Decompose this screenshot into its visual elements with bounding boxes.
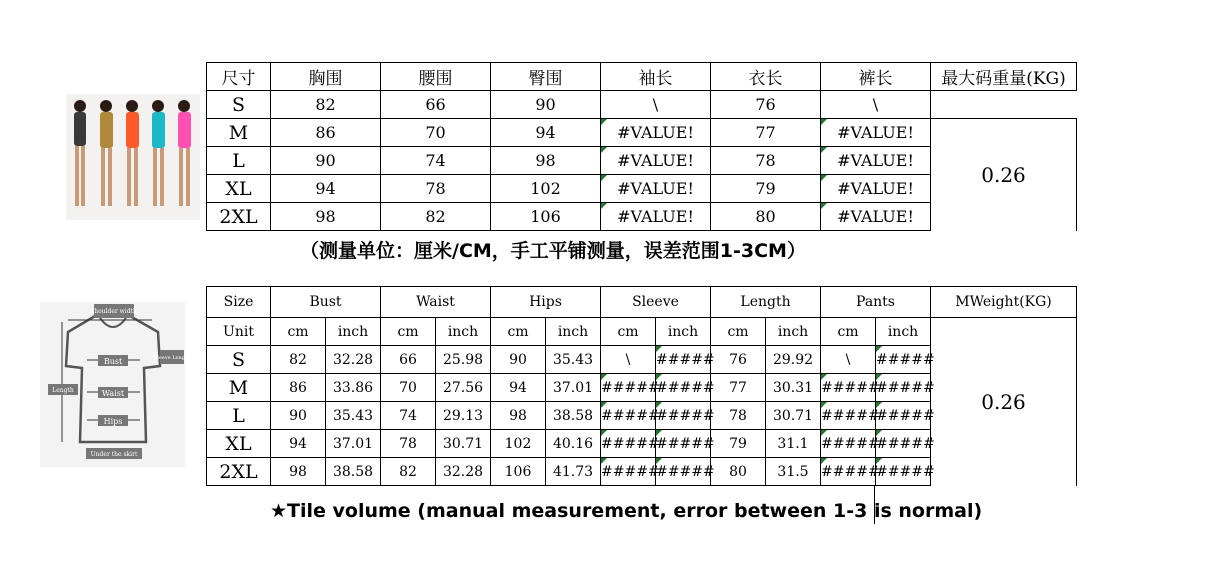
bust-inch-cell: 33.86	[326, 374, 381, 402]
header-length: 衣长	[711, 63, 821, 91]
label-length: Length	[52, 387, 74, 394]
size-cell: L	[207, 147, 271, 175]
header-sleeve: 袖长	[601, 63, 711, 91]
size-cell: 2XL	[207, 458, 271, 486]
length-inch-cell: 29.92	[766, 346, 821, 374]
sleeve-inch-cell: #####	[656, 402, 711, 430]
unit-cell: inch	[766, 318, 821, 346]
table-row	[207, 119, 1077, 147]
measurement-note-english: ★Tile volume (manual measurement, error between 1-3 is normal)	[270, 500, 983, 522]
hips-inch-cell: 40.16	[546, 430, 601, 458]
waist-cm-cell: 78	[381, 430, 436, 458]
waist-cell: 78	[381, 175, 491, 203]
hips-cm-cell: 102	[491, 430, 546, 458]
bust-inch-cell: 38.58	[326, 458, 381, 486]
weight-top-cell	[931, 91, 1077, 119]
size-cell: XL	[207, 175, 271, 203]
waist-cm-cell: 74	[381, 402, 436, 430]
length-cell: 79	[711, 175, 821, 203]
waist-cell: 82	[381, 203, 491, 231]
pants-cm-cell: #####	[821, 402, 876, 430]
header-waist: 腰围	[381, 63, 491, 91]
models-photo	[66, 94, 200, 220]
bust-cm-cell: 94	[271, 430, 326, 458]
sleeve-inch-cell: #####	[656, 430, 711, 458]
sleeve-cm-cell: #####	[601, 430, 656, 458]
label-under-skirt: Under the skirt	[90, 451, 138, 458]
bust-inch-cell: 35.43	[326, 402, 381, 430]
bust-cm-cell: 98	[271, 458, 326, 486]
hips-cm-cell: 98	[491, 402, 546, 430]
pants-cell: \	[821, 91, 931, 119]
sleeve-cell: #VALUE!	[601, 175, 711, 203]
max-weight-value: 0.26	[931, 318, 1077, 486]
length-cell: 80	[711, 203, 821, 231]
bust-inch-cell: 32.28	[326, 346, 381, 374]
hips-inch-cell: 37.01	[546, 374, 601, 402]
table-header-row	[207, 63, 1077, 91]
sleeve-inch-cell: #####	[656, 346, 711, 374]
label-shoulder: shoulder width	[91, 308, 137, 315]
unit-label: Unit	[207, 318, 271, 346]
pants-cell: #VALUE!	[821, 175, 931, 203]
waist-cell: 74	[381, 147, 491, 175]
length-cell: 77	[711, 119, 821, 147]
header-size: Size	[207, 287, 271, 318]
waist-cm-cell: 82	[381, 458, 436, 486]
header-size: 尺寸	[207, 63, 271, 91]
sleeve-inch-cell: #####	[656, 374, 711, 402]
pants-inch-cell: #####	[876, 374, 931, 402]
waist-inch-cell: 25.98	[436, 346, 491, 374]
unit-cell: inch	[656, 318, 711, 346]
header-hips: 臀围	[491, 63, 601, 91]
unit-cell: inch	[546, 318, 601, 346]
bust-cell: 94	[271, 175, 381, 203]
size-table-english	[206, 286, 1077, 486]
sleeve-cell: #VALUE!	[601, 203, 711, 231]
length-inch-cell: 31.1	[766, 430, 821, 458]
length-cell: 78	[711, 147, 821, 175]
header-max-weight: MWeight(KG)	[931, 287, 1077, 318]
measurement-note-chinese: （测量单位：厘米/CM，手工平铺测量，误差范围1-3CM）	[300, 240, 806, 262]
unit-cell: inch	[436, 318, 491, 346]
length-cell: 76	[711, 91, 821, 119]
size-cell: L	[207, 402, 271, 430]
pants-inch-cell: #####	[876, 430, 931, 458]
sleeve-cm-cell: \	[601, 346, 656, 374]
label-waist: Waist	[101, 389, 125, 398]
bust-cm-cell: 90	[271, 402, 326, 430]
hips-cell: 90	[491, 91, 601, 119]
pants-cm-cell: \	[821, 346, 876, 374]
hips-inch-cell: 35.43	[546, 346, 601, 374]
pants-cell: #VALUE!	[821, 147, 931, 175]
waist-cell: 66	[381, 91, 491, 119]
sleeve-cell: \	[601, 91, 711, 119]
size-cell: M	[207, 119, 271, 147]
label-bust: Bust	[103, 357, 123, 366]
length-inch-cell: 30.71	[766, 402, 821, 430]
header-sleeve: Sleeve	[601, 287, 711, 318]
size-cell: 2XL	[207, 203, 271, 231]
length-cm-cell: 77	[711, 374, 766, 402]
table-header-row	[207, 287, 1077, 318]
hips-inch-cell: 41.73	[546, 458, 601, 486]
length-inch-cell: 30.31	[766, 374, 821, 402]
sleeve-cm-cell: #####	[601, 374, 656, 402]
header-max-weight: 最大码重量(KG)	[931, 63, 1077, 91]
sleeve-cm-cell: #####	[601, 458, 656, 486]
sleeve-cell: #VALUE!	[601, 119, 711, 147]
size-cell: S	[207, 346, 271, 374]
label-hips: Hips	[103, 417, 123, 426]
label-sleeve: Sleeve Length	[153, 355, 191, 361]
length-cm-cell: 79	[711, 430, 766, 458]
waist-inch-cell: 32.28	[436, 458, 491, 486]
header-pants: Pants	[821, 287, 931, 318]
waist-cell: 70	[381, 119, 491, 147]
unit-cell: cm	[711, 318, 766, 346]
hips-cm-cell: 106	[491, 458, 546, 486]
header-pants: 裤长	[821, 63, 931, 91]
unit-cell: inch	[326, 318, 381, 346]
unit-cell: cm	[491, 318, 546, 346]
max-weight-value: 0.26	[931, 119, 1077, 231]
hips-cm-cell: 94	[491, 374, 546, 402]
pants-cm-cell: #####	[821, 374, 876, 402]
hips-cell: 102	[491, 175, 601, 203]
waist-inch-cell: 30.71	[436, 430, 491, 458]
size-cell: S	[207, 91, 271, 119]
garment-measurement-diagram	[40, 302, 191, 467]
length-cm-cell: 78	[711, 402, 766, 430]
unit-cell: cm	[601, 318, 656, 346]
bust-cell: 98	[271, 203, 381, 231]
header-bust: Bust	[271, 287, 381, 318]
hips-cell: 106	[491, 203, 601, 231]
header-hips: Hips	[491, 287, 601, 318]
waist-inch-cell: 29.13	[436, 402, 491, 430]
pants-inch-cell: #####	[876, 402, 931, 430]
size-cell: M	[207, 374, 271, 402]
bust-cm-cell: 86	[271, 374, 326, 402]
sleeve-cm-cell: #####	[601, 402, 656, 430]
length-cm-cell: 80	[711, 458, 766, 486]
bust-inch-cell: 37.01	[326, 430, 381, 458]
hips-cell: 98	[491, 147, 601, 175]
length-cm-cell: 76	[711, 346, 766, 374]
waist-cm-cell: 70	[381, 374, 436, 402]
waist-inch-cell: 27.56	[436, 374, 491, 402]
hips-inch-cell: 38.58	[546, 402, 601, 430]
pants-inch-cell: #####	[876, 346, 931, 374]
pants-cell: #VALUE!	[821, 203, 931, 231]
unit-cell: inch	[876, 318, 931, 346]
sleeve-cell: #VALUE!	[601, 147, 711, 175]
sleeve-inch-cell: #####	[656, 458, 711, 486]
bust-cell: 90	[271, 147, 381, 175]
bust-cm-cell: 82	[271, 346, 326, 374]
header-waist: Waist	[381, 287, 491, 318]
pants-cell: #VALUE!	[821, 119, 931, 147]
hips-cm-cell: 90	[491, 346, 546, 374]
unit-row	[207, 318, 1077, 346]
header-length: Length	[711, 287, 821, 318]
unit-cell: cm	[271, 318, 326, 346]
bust-cell: 82	[271, 91, 381, 119]
pants-cm-cell: #####	[821, 430, 876, 458]
pants-inch-cell: #####	[876, 458, 931, 486]
unit-cell: cm	[821, 318, 876, 346]
bust-cell: 86	[271, 119, 381, 147]
size-cell: XL	[207, 430, 271, 458]
hips-cell: 94	[491, 119, 601, 147]
size-table-chinese	[206, 62, 1077, 231]
pants-cm-cell: #####	[821, 458, 876, 486]
table-row	[207, 91, 1077, 119]
length-inch-cell: 31.5	[766, 458, 821, 486]
header-bust: 胸围	[271, 63, 381, 91]
unit-cell: cm	[381, 318, 436, 346]
waist-cm-cell: 66	[381, 346, 436, 374]
